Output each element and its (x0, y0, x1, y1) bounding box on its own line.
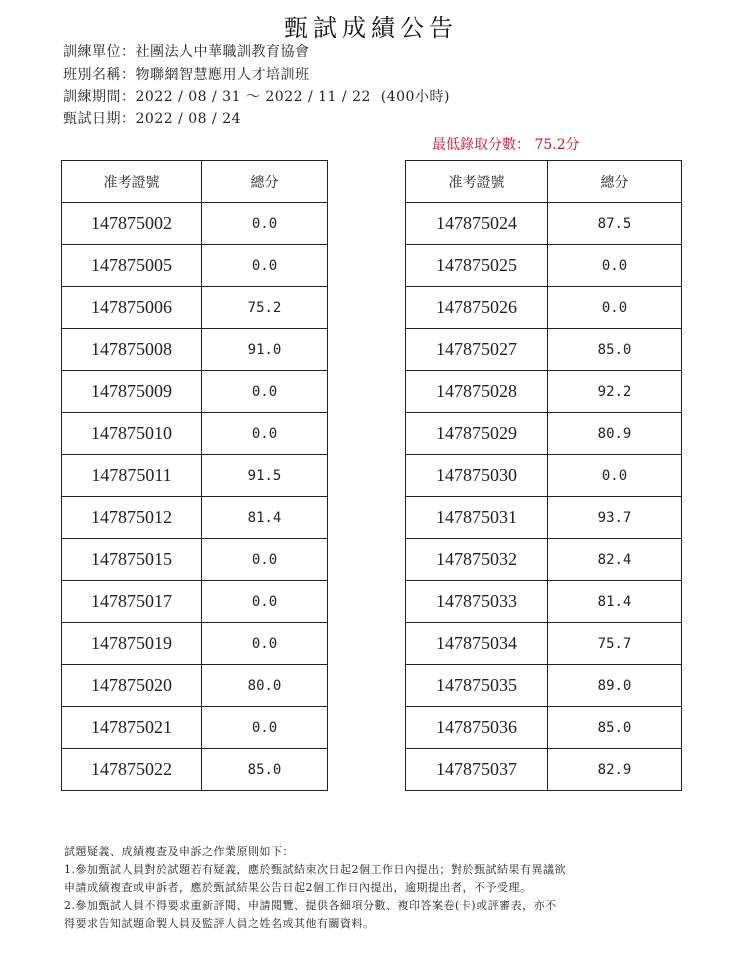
table-row (62, 749, 328, 791)
notes-line: 2.參加甄試人員不得要求重新評閱、申請閱覽、提供各細項分數、複印答案卷(卡)或評審表，亦不 (64, 899, 557, 912)
table-row (406, 329, 682, 371)
training-unit: 訓練單位：社團法人中華職訓教育協會 (63, 44, 310, 60)
exam-number-cell: 147875024 (406, 203, 548, 245)
total-score-cell: 0.0 (548, 245, 682, 287)
total-score-cell: 91.0 (202, 329, 328, 371)
header-total-score: 總分 (548, 161, 682, 203)
total-score-cell: 0.0 (202, 203, 328, 245)
header-exam-number: 准考證號 (406, 161, 548, 203)
table-row (406, 203, 682, 245)
exam-number-cell: 147875025 (406, 245, 548, 287)
exam-number-cell: 147875035 (406, 665, 548, 707)
exam-number-cell: 147875008 (62, 329, 202, 371)
total-score-cell: 81.4 (548, 581, 682, 623)
total-score-cell: 0.0 (548, 287, 682, 329)
total-score-cell: 0.0 (202, 707, 328, 749)
header-total-score: 總分 (202, 161, 328, 203)
appeal-notes (64, 843, 684, 933)
table-row (406, 245, 682, 287)
table-row (62, 329, 328, 371)
exam-number-cell: 147875012 (62, 497, 202, 539)
table-row (62, 455, 328, 497)
notes-line: 1.參加甄試人員對於試題若有疑義，應於甄試結束次日起2個工作日內提出；對於甄試結果有異議欲 (64, 863, 566, 876)
total-score-cell: 89.0 (548, 665, 682, 707)
total-score-cell: 82.4 (548, 539, 682, 581)
exam-number-cell: 147875036 (406, 707, 548, 749)
table-row (62, 497, 328, 539)
exam-number-cell: 147875026 (406, 287, 548, 329)
header-exam-number: 准考證號 (62, 161, 202, 203)
table-row (62, 203, 328, 245)
table-header-row (406, 161, 682, 203)
total-score-cell: 75.7 (548, 623, 682, 665)
exam-number-cell: 147875015 (62, 539, 202, 581)
notes-line: 申請成績複查或申訴者，應於甄試結果公告日起2個工作日內提出，逾期提出者，不予受理。 (64, 881, 532, 894)
total-score-cell: 0.0 (202, 623, 328, 665)
exam-number-cell: 147875002 (62, 203, 202, 245)
table-row (62, 707, 328, 749)
total-score-cell: 0.0 (548, 455, 682, 497)
exam-number-cell: 147875019 (62, 623, 202, 665)
exam-number-cell: 147875005 (62, 245, 202, 287)
exam-number-cell: 147875020 (62, 665, 202, 707)
training-period: 訓練期間：2022 / 08 / 31 ～ 2022 / 11 / 22 (400小時) (63, 89, 450, 105)
total-score-cell: 0.0 (202, 371, 328, 413)
notes-heading: 試題疑義、成績複查及申訴之作業原則如下： (64, 845, 294, 858)
table-row (406, 749, 682, 791)
table-row (62, 371, 328, 413)
total-score-cell: 0.0 (202, 413, 328, 455)
total-score-cell: 85.0 (202, 749, 328, 791)
table-row (62, 665, 328, 707)
table-row (406, 707, 682, 749)
total-score-cell: 0.0 (202, 539, 328, 581)
page-title: 甄試成績公告 (284, 14, 458, 42)
exam-number-cell: 147875009 (62, 371, 202, 413)
table-row (62, 287, 328, 329)
table-row (406, 413, 682, 455)
total-score-cell: 80.9 (548, 413, 682, 455)
table-row (406, 623, 682, 665)
table-row (62, 581, 328, 623)
total-score-cell: 81.4 (202, 497, 328, 539)
exam-number-cell: 147875022 (62, 749, 202, 791)
table-row (406, 581, 682, 623)
total-score-cell: 87.5 (548, 203, 682, 245)
minimum-admission-score: 最低錄取分數： 75.2分 (432, 137, 580, 153)
total-score-cell: 92.2 (548, 371, 682, 413)
table-row (406, 497, 682, 539)
exam-number-cell: 147875027 (406, 329, 548, 371)
score-table-left (61, 160, 328, 791)
exam-number-cell: 147875029 (406, 413, 548, 455)
table-row (406, 371, 682, 413)
score-table-right (405, 160, 682, 791)
total-score-cell: 75.2 (202, 287, 328, 329)
total-score-cell: 82.9 (548, 749, 682, 791)
exam-date: 甄試日期：2022 / 08 / 24 (63, 111, 241, 127)
exam-number-cell: 147875006 (62, 287, 202, 329)
notes-line: 得要求告知試題命製人員及監評人員之姓名或其他有關資料。 (64, 917, 375, 930)
exam-number-cell: 147875030 (406, 455, 548, 497)
table-row (62, 245, 328, 287)
exam-number-cell: 147875033 (406, 581, 548, 623)
total-score-cell: 93.7 (548, 497, 682, 539)
table-row (62, 623, 328, 665)
exam-number-cell: 147875017 (62, 581, 202, 623)
total-score-cell: 0.0 (202, 245, 328, 287)
total-score-cell: 85.0 (548, 329, 682, 371)
total-score-cell: 91.5 (202, 455, 328, 497)
exam-number-cell: 147875021 (62, 707, 202, 749)
exam-number-cell: 147875032 (406, 539, 548, 581)
table-row (62, 413, 328, 455)
table-row (406, 539, 682, 581)
exam-number-cell: 147875011 (62, 455, 202, 497)
table-row (406, 455, 682, 497)
table-header-row (62, 161, 328, 203)
class-name: 班別名稱：物聯網智慧應用人才培訓班 (63, 67, 310, 83)
exam-number-cell: 147875031 (406, 497, 548, 539)
exam-number-cell: 147875028 (406, 371, 548, 413)
table-row (406, 287, 682, 329)
total-score-cell: 80.0 (202, 665, 328, 707)
exam-number-cell: 147875037 (406, 749, 548, 791)
total-score-cell: 0.0 (202, 581, 328, 623)
table-row (406, 665, 682, 707)
exam-number-cell: 147875010 (62, 413, 202, 455)
total-score-cell: 85.0 (548, 707, 682, 749)
table-row (62, 539, 328, 581)
exam-number-cell: 147875034 (406, 623, 548, 665)
